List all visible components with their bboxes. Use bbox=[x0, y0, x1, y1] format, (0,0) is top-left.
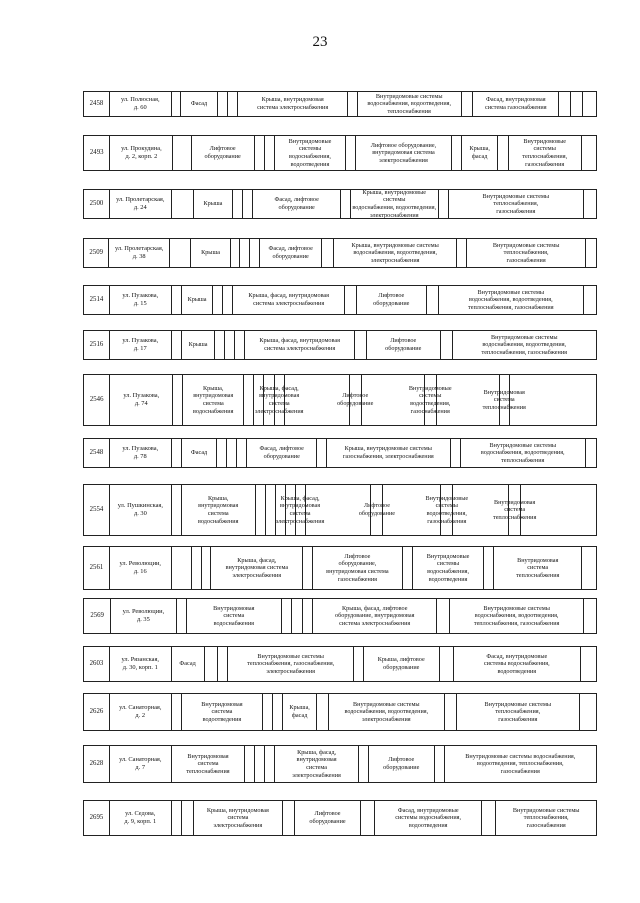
work-cell: Внутридомовые системы водоснабжения, водоотведения, теплоснабжения bbox=[461, 439, 587, 467]
empty-cell bbox=[265, 136, 275, 170]
empty-cell bbox=[202, 547, 212, 589]
address-cell: ул. Пузакова, д. 78 bbox=[110, 439, 172, 467]
work-cell: Фасад, лифтовое оборудование bbox=[247, 439, 317, 467]
table-row bbox=[83, 189, 597, 219]
table-row bbox=[83, 646, 597, 682]
table-row bbox=[83, 693, 597, 731]
empty-cell bbox=[255, 136, 265, 170]
work-cell: Внутридомовая система теплоснабжения bbox=[500, 375, 510, 425]
empty-cell bbox=[354, 647, 364, 681]
empty-cell bbox=[245, 746, 255, 782]
work-cell: Крыша, фасад, лифтовое оборудование, внутридомовая система электроснабжения bbox=[313, 599, 437, 633]
empty-cell bbox=[582, 547, 596, 589]
work-cell: Крыша, фасад, внутридомовая система электроснабжения bbox=[212, 547, 304, 589]
empty-cell bbox=[255, 746, 265, 782]
empty-cell bbox=[583, 92, 596, 116]
empty-cell bbox=[437, 599, 450, 633]
empty-cell bbox=[240, 239, 250, 267]
work-cell: Крыша, фасад, внутридомовая система электроснабжения bbox=[296, 485, 306, 535]
empty-cell bbox=[231, 239, 241, 267]
work-cell: Внутридомовые системы теплоснабжения, газоснабжения bbox=[449, 190, 584, 218]
work-cell: Внутридомовые системы водоснабжения, водоотведения bbox=[275, 136, 346, 170]
work-cell: Внутридомовые системы водоснабжения, водоотведения, теплоснабжения bbox=[358, 92, 462, 116]
table-row bbox=[83, 91, 597, 117]
work-cell: Лифтовое оборудование bbox=[371, 485, 383, 535]
empty-cell bbox=[256, 485, 266, 535]
work-cell: Крыша bbox=[194, 190, 234, 218]
address-cell: ул. Полюсная, д. 60 bbox=[110, 92, 172, 116]
empty-cell bbox=[233, 190, 243, 218]
empty-cell bbox=[182, 801, 194, 835]
empty-cell bbox=[441, 331, 453, 359]
row-id: 2695 bbox=[84, 801, 110, 835]
empty-cell bbox=[510, 375, 585, 425]
row-id: 2509 bbox=[84, 239, 109, 267]
work-cell: Крыша bbox=[191, 239, 230, 267]
empty-cell bbox=[317, 694, 329, 730]
address-cell: ул. Пузакова, д. 17 bbox=[110, 331, 172, 359]
empty-cell bbox=[521, 485, 583, 535]
work-cell: Лифтовое оборудование bbox=[192, 136, 255, 170]
empty-cell bbox=[172, 286, 182, 314]
work-cell: Лифтовое оборудование, внутридомовая система газоснабжения bbox=[313, 547, 403, 589]
work-cell: Внутридомовые системы теплоснабжения, газоснабжения bbox=[512, 806, 580, 829]
address-cell: ул. Пузакова, д. 15 bbox=[110, 286, 172, 314]
empty-cell bbox=[584, 286, 596, 314]
table-row bbox=[83, 546, 597, 590]
row-id: 2500 bbox=[84, 190, 110, 218]
work-cell: Крыша, внутридомовые системы газоснабжения, электроснабжения bbox=[327, 439, 451, 467]
empty-cell bbox=[303, 599, 314, 633]
empty-cell bbox=[586, 239, 596, 267]
work-cell: Фасад, внутридомовая система газоснабжения bbox=[473, 92, 559, 116]
work-cell: Внутридомовые системы водоотведения, газоснабжения bbox=[425, 375, 437, 425]
empty-cell bbox=[263, 694, 273, 730]
address-cell: ул. Пушкинская, д. 30 bbox=[110, 485, 172, 535]
work-cell: Крыша, внутридомовая система электроснабжения bbox=[238, 92, 348, 116]
work-cell: Лифтовое оборудование bbox=[350, 375, 362, 425]
table-row bbox=[83, 374, 597, 426]
empty-cell bbox=[218, 92, 228, 116]
empty-cell bbox=[451, 439, 461, 467]
work-cell: Фасад, лифтовое оборудование bbox=[253, 190, 341, 218]
empty-cell bbox=[361, 801, 375, 835]
row-id: 2493 bbox=[84, 136, 110, 170]
row-id: 2603 bbox=[84, 647, 110, 681]
empty-cell bbox=[482, 801, 496, 835]
row-id: 2561 bbox=[84, 547, 110, 589]
empty-cell bbox=[237, 439, 247, 467]
empty-cell bbox=[250, 239, 260, 267]
address-cell: ул. Прокудина, д. 2, корп. 2 bbox=[110, 136, 173, 170]
empty-cell bbox=[403, 547, 413, 589]
empty-cell bbox=[303, 547, 313, 589]
row-id: 2458 bbox=[84, 92, 110, 116]
empty-cell bbox=[462, 92, 474, 116]
work-cell: Внутридомовая система водоснабжения bbox=[187, 599, 282, 633]
work-cell: Крыша, фасад, внутридомовая система электроснабжения bbox=[275, 746, 359, 782]
work-cell: Фасад, лифтовое оборудование bbox=[260, 239, 323, 267]
work-cell: Фасад bbox=[181, 92, 219, 116]
empty-cell bbox=[273, 694, 283, 730]
empty-cell bbox=[440, 647, 454, 681]
empty-cell bbox=[227, 439, 237, 467]
row-id: 2628 bbox=[84, 746, 110, 782]
empty-cell bbox=[265, 746, 275, 782]
empty-cell bbox=[215, 331, 225, 359]
work-cell: Крыша, внутридомовая система электроснабжения bbox=[194, 801, 284, 835]
work-cell: Крыша bbox=[182, 286, 214, 314]
work-cell: Крыша, фасад bbox=[283, 694, 317, 730]
table-row bbox=[83, 484, 597, 536]
empty-cell bbox=[243, 190, 253, 218]
work-cell: Крыша, фасад, внутридомовая система электроснабжения bbox=[233, 286, 345, 314]
empty-cell bbox=[348, 92, 358, 116]
address-cell: ул. Санаторная, д. 7 bbox=[110, 746, 172, 782]
empty-cell bbox=[559, 92, 571, 116]
row-id: 2514 bbox=[84, 286, 110, 314]
empty-cell bbox=[173, 375, 183, 425]
work-cell: Лифтовое оборудование, внутридомовая система электроснабжения bbox=[356, 136, 451, 170]
address-cell: ул. Революции, д. 16 bbox=[110, 547, 172, 589]
work-cell: Фасад, внутридомовые системы водоснабжения, водоотведения bbox=[375, 801, 483, 835]
empty-cell bbox=[457, 239, 467, 267]
empty-cell bbox=[170, 239, 191, 267]
row-id: 2516 bbox=[84, 331, 110, 359]
empty-cell bbox=[225, 331, 235, 359]
empty-cell bbox=[345, 286, 357, 314]
work-cell: Внутридомовые системы водоотведения, газоснабжения bbox=[441, 485, 453, 535]
work-cell: Внутридомовые системы водоснабжения, водоотведения, теплоснабжения, газоснабжения bbox=[450, 599, 585, 633]
empty-cell bbox=[355, 331, 367, 359]
empty-cell bbox=[266, 485, 276, 535]
work-cell: Внутридомовые системы теплоснабжения, газоснабжения bbox=[467, 239, 586, 267]
empty-cell bbox=[292, 599, 303, 633]
work-cell: Крыша bbox=[182, 331, 216, 359]
work-cell: Фасад bbox=[182, 439, 218, 467]
row-id: 2626 bbox=[84, 694, 110, 730]
empty-cell bbox=[172, 547, 192, 589]
work-cell: Внутридомовая система теплоснабжения bbox=[172, 746, 246, 782]
work-cell: Внутридомовые системы водоснабжения, водоотведения, теплоснабжения, газоснабжения bbox=[465, 752, 576, 775]
work-cell: Внутридомовые системы теплоснабжения, газоснабжения bbox=[457, 694, 581, 730]
table-row bbox=[83, 285, 597, 315]
empty-cell bbox=[346, 136, 356, 170]
empty-cell bbox=[584, 190, 596, 218]
empty-cell bbox=[217, 439, 227, 467]
work-cell: Крыша, внутридомовая система водоснабжения bbox=[183, 375, 244, 425]
work-cell: Внутридомовые системы водоснабжения, водоотведения bbox=[413, 547, 485, 589]
empty-cell bbox=[173, 136, 191, 170]
address-cell: ул. Пролетарская, д. 24 bbox=[110, 190, 172, 218]
empty-cell bbox=[172, 801, 182, 835]
work-cell: Крыша, фасад, внутридомовая система электроснабжения bbox=[245, 331, 355, 359]
empty-cell bbox=[172, 485, 182, 535]
address-cell: ул. Седова, д. 9, корп. 1 bbox=[110, 801, 172, 835]
empty-cell bbox=[223, 286, 233, 314]
empty-cell bbox=[172, 439, 182, 467]
work-cell: Внутридомовые системы водоснабжения, водоотведения, теплоснабжения, газоснабжения bbox=[481, 333, 568, 356]
work-cell: Крыша, фасад bbox=[462, 136, 499, 170]
empty-cell bbox=[205, 647, 219, 681]
empty-cell bbox=[584, 599, 596, 633]
empty-cell bbox=[427, 286, 439, 314]
empty-cell bbox=[581, 647, 596, 681]
empty-cell bbox=[435, 746, 445, 782]
table-row bbox=[83, 598, 597, 634]
empty-cell bbox=[213, 286, 223, 314]
empty-cell bbox=[192, 547, 202, 589]
work-cell: Внутридомовые системы теплоснабжения, газоснабжения, электроснабжения bbox=[228, 647, 354, 681]
work-cell: Внутридомовая система теплоснабжения bbox=[494, 547, 582, 589]
work-cell: Фасад bbox=[172, 647, 205, 681]
table-row bbox=[83, 330, 597, 360]
empty-cell bbox=[359, 746, 369, 782]
empty-cell bbox=[177, 599, 188, 633]
table-row bbox=[83, 135, 597, 171]
empty-cell bbox=[235, 331, 245, 359]
empty-cell bbox=[317, 439, 327, 467]
row-id: 2546 bbox=[84, 375, 110, 425]
work-cell: Лифтовое оборудование bbox=[369, 746, 435, 782]
work-cell: Внутридомовые системы водоснабжения, водоотведения, теплоснабжения, газоснабжения bbox=[439, 286, 584, 314]
empty-cell bbox=[445, 694, 457, 730]
table-row bbox=[83, 438, 597, 468]
empty-cell bbox=[172, 190, 194, 218]
empty-cell bbox=[218, 647, 228, 681]
empty-cell bbox=[282, 599, 293, 633]
work-cell: Внутридомовая система водоотведения bbox=[182, 694, 264, 730]
empty-cell bbox=[172, 694, 182, 730]
work-cell: Внутридомовые системы водоснабжения, водоотведения, электроснабжения bbox=[329, 694, 445, 730]
work-cell: Крыша, лифтовое оборудование bbox=[364, 647, 440, 681]
table-row bbox=[83, 238, 597, 268]
row-id: 2548 bbox=[84, 439, 110, 467]
work-cell: Крыша, внутридомовая система водоснабжения bbox=[182, 485, 256, 535]
address-cell: ул. Рязанская, д. 30, корп. 1 bbox=[110, 647, 172, 681]
work-cell: Лифтовое оборудование bbox=[357, 286, 427, 314]
work-cell: Крыша, внутридомовые системы водоснабжения, водоотведения, электроснабжения bbox=[334, 239, 457, 267]
row-id: 2569 bbox=[84, 599, 111, 633]
work-cell: Крыша, внутридомовые системы водоснабжения, водоотведения, электроснабжения bbox=[351, 190, 439, 218]
empty-cell bbox=[484, 547, 494, 589]
empty-cell bbox=[439, 190, 449, 218]
work-cell: Лифтовое оборудование bbox=[295, 801, 361, 835]
empty-cell bbox=[580, 694, 596, 730]
address-cell: ул. Революции, д. 35 bbox=[111, 599, 176, 633]
empty-cell bbox=[452, 136, 462, 170]
empty-cell bbox=[322, 239, 334, 267]
table-row bbox=[83, 745, 597, 783]
empty-cell bbox=[172, 92, 181, 116]
empty-cell bbox=[586, 439, 596, 467]
address-cell: ул. Санаторная, д. 2 bbox=[110, 694, 172, 730]
address-cell: ул. Пролетарская, д. 38 bbox=[109, 239, 170, 267]
table-row bbox=[83, 800, 597, 836]
page-number: 23 bbox=[312, 34, 328, 50]
empty-cell bbox=[341, 190, 351, 218]
work-cell: Внутридомовая система теплоснабжения bbox=[509, 485, 521, 535]
work-cell: Крыша, фасад, внутридомовая система электроснабжения bbox=[275, 375, 285, 425]
empty-cell bbox=[172, 331, 182, 359]
empty-cell bbox=[244, 375, 254, 425]
empty-cell bbox=[571, 92, 583, 116]
work-cell: Фасад, внутридомовые системы водоснабжения, водоотведения bbox=[454, 647, 582, 681]
empty-cell bbox=[228, 92, 238, 116]
address-cell: ул. Пузакова, д. 74 bbox=[110, 375, 173, 425]
empty-cell bbox=[498, 136, 508, 170]
empty-cell bbox=[582, 136, 596, 170]
work-cell: Внутридомовые системы теплоснабжения, газоснабжения bbox=[509, 136, 582, 170]
row-id: 2554 bbox=[84, 485, 110, 535]
empty-cell bbox=[283, 801, 295, 835]
work-cell: Лифтовое оборудование bbox=[367, 331, 441, 359]
